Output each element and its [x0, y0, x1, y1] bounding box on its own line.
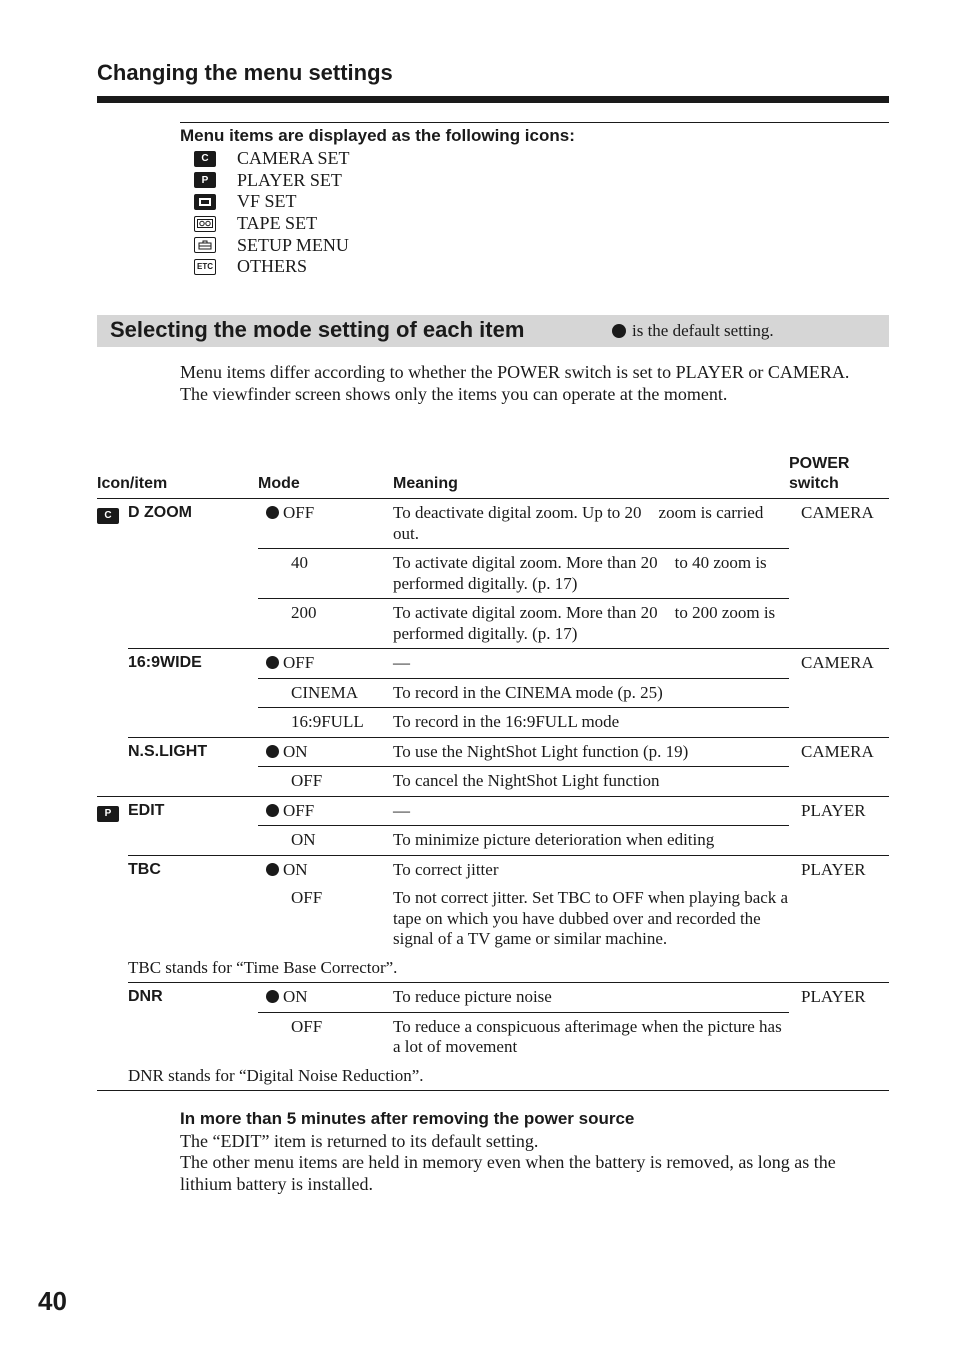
- others-icon: ETC: [194, 259, 216, 275]
- table-row: [97, 649, 889, 679]
- mode-cell: OFF: [258, 649, 393, 679]
- table-row: [97, 796, 889, 826]
- list-item: [194, 148, 350, 170]
- power-cell: PLAYER: [789, 855, 889, 954]
- header-mode: Mode: [258, 452, 393, 499]
- mode-cell: OFF: [258, 796, 393, 826]
- meaning-cell: —: [393, 796, 789, 826]
- icon-label: VF SET: [237, 191, 297, 212]
- icons-box-rule: [180, 122, 889, 123]
- item-name: DNR: [128, 983, 258, 1062]
- icon-legend-list: [194, 148, 350, 278]
- mode-cell: ON: [258, 826, 393, 856]
- meaning-cell: To record in the CINEMA mode (p. 25): [393, 678, 789, 708]
- meaning-cell: —: [393, 649, 789, 679]
- header-meaning: Meaning: [393, 452, 789, 499]
- meaning-cell: To deactivate digital zoom. Up to 20 zoom is carried out.: [393, 503, 764, 543]
- item-name: 16:9WIDE: [128, 649, 258, 738]
- meaning-cell: To reduce a conspicuous afterimage when the picture has a lot of movement: [393, 1012, 789, 1062]
- section-rule: [97, 96, 889, 103]
- table-row: [97, 983, 889, 1013]
- mode-cell: CINEMA: [258, 678, 393, 708]
- memo-heading: In more than 5 minutes after removing the power source: [180, 1109, 635, 1128]
- setup-menu-icon: [194, 237, 216, 253]
- section-title: Changing the menu settings: [97, 60, 393, 85]
- meaning-cell: To record in the 16:9FULL mode: [393, 708, 789, 738]
- subhead-title: Selecting the mode setting of each item: [110, 317, 525, 342]
- mode-cell: OFF: [258, 1012, 393, 1062]
- page-number: 40: [38, 1286, 67, 1316]
- icons-heading: Menu items are displayed as the following icons:: [180, 126, 575, 145]
- mode-cell: ON: [258, 737, 393, 767]
- mode-cell: OFF: [291, 888, 323, 907]
- icon-cell: [97, 796, 128, 855]
- intro-paragraph: Menu items differ according to whether the POWER switch is set to PLAYER or CAMERA.: [180, 362, 850, 382]
- power-cell: CAMERA: [789, 737, 889, 796]
- table-header-row: [97, 452, 889, 499]
- default-note-text: is the default setting.: [632, 321, 774, 340]
- default-dot-icon: [266, 506, 279, 519]
- mode-cell: ON: [258, 983, 393, 1013]
- default-dot-icon: [612, 324, 626, 338]
- intro-paragraph: The viewfinder screen shows only the items you can operate at the moment.: [180, 383, 728, 404]
- meaning-cell: To cancel the NightShot Light function: [393, 767, 789, 797]
- mode-cell: 40: [258, 549, 393, 599]
- default-dot-icon: [266, 656, 279, 669]
- mode-cell: 200: [258, 599, 393, 649]
- table-row: [97, 855, 889, 884]
- item-name: EDIT: [128, 796, 258, 855]
- item-name: TBC: [128, 855, 258, 954]
- table-row: [97, 499, 889, 549]
- default-dot-icon: [266, 863, 279, 876]
- list-item: [194, 234, 350, 256]
- default-dot-icon: [266, 804, 279, 817]
- power-cell: CAMERA: [789, 649, 889, 738]
- table-note-row: [97, 1062, 889, 1091]
- meaning-cell: To correct jitter: [393, 855, 789, 884]
- tape-set-icon: [194, 216, 216, 232]
- icon-label: TAPE SET: [237, 213, 318, 234]
- item-name: D ZOOM: [128, 504, 192, 521]
- memo-paragraph: The other menu items are held in memory even when the battery is removed, as long as the lithium battery is installed.: [180, 1152, 836, 1194]
- icon-label: PLAYER SET: [237, 169, 342, 190]
- mode-cell: 16:9FULL: [258, 708, 393, 738]
- table-note: TBC stands for “Time Base Corrector”.: [128, 957, 398, 977]
- item-name: N.S.LIGHT: [128, 737, 258, 796]
- table-row: [97, 737, 889, 767]
- memo-block: [180, 1108, 890, 1195]
- intro-text: [180, 362, 860, 405]
- icon-label: OTHERS: [237, 256, 308, 277]
- meaning-cell: To activate digital zoom. More than 20 to 40 zoom is performed digitally. (p. 17): [393, 549, 789, 599]
- meaning-cell: To not correct jitter. Set TBC to OFF when playing back a tape on which you have dubbed over and recorded the signal of a TV game or similar machine.: [393, 888, 789, 948]
- player-set-icon: P: [97, 806, 119, 822]
- default-dot-icon: [266, 990, 279, 1003]
- menu-items-table: [97, 452, 889, 1091]
- vf-set-icon: [194, 194, 216, 210]
- power-cell: CAMERA: [801, 503, 874, 522]
- list-item: [194, 191, 350, 213]
- icon-label: CAMERA SET: [237, 148, 350, 169]
- table-note: DNR stands for “Digital Noise Reduction”.: [128, 1065, 424, 1085]
- meaning-cell: To minimize picture deterioration when editing: [393, 826, 789, 856]
- icon-cell: [97, 499, 128, 649]
- list-item: [194, 170, 350, 192]
- player-set-icon: P: [194, 172, 216, 188]
- default-note: [612, 321, 774, 341]
- header-power-switch: POWER switch: [789, 452, 889, 499]
- default-dot-icon: [266, 745, 279, 758]
- list-item: [194, 213, 350, 235]
- memo-paragraph: The “EDIT” item is returned to its default setting.: [180, 1130, 539, 1151]
- mode-cell: OFF: [258, 767, 393, 797]
- camera-set-icon: C: [194, 151, 216, 167]
- table-note-row: [97, 954, 889, 983]
- icon-label: SETUP MENU: [237, 234, 349, 255]
- mode-cell: OFF: [258, 499, 393, 549]
- meaning-cell: To activate digital zoom. More than 20 to 200 zoom is performed digitally. (p. 17): [393, 599, 789, 649]
- header-icon-item: Icon/item: [97, 452, 258, 499]
- list-item: [194, 256, 350, 278]
- meaning-cell: To use the NightShot Light function (p. 19): [393, 737, 789, 767]
- power-cell: PLAYER: [789, 796, 889, 855]
- meaning-cell: To reduce picture noise: [393, 983, 789, 1013]
- power-cell: PLAYER: [789, 983, 889, 1062]
- mode-cell: ON: [258, 855, 393, 884]
- camera-set-icon: C: [97, 508, 119, 524]
